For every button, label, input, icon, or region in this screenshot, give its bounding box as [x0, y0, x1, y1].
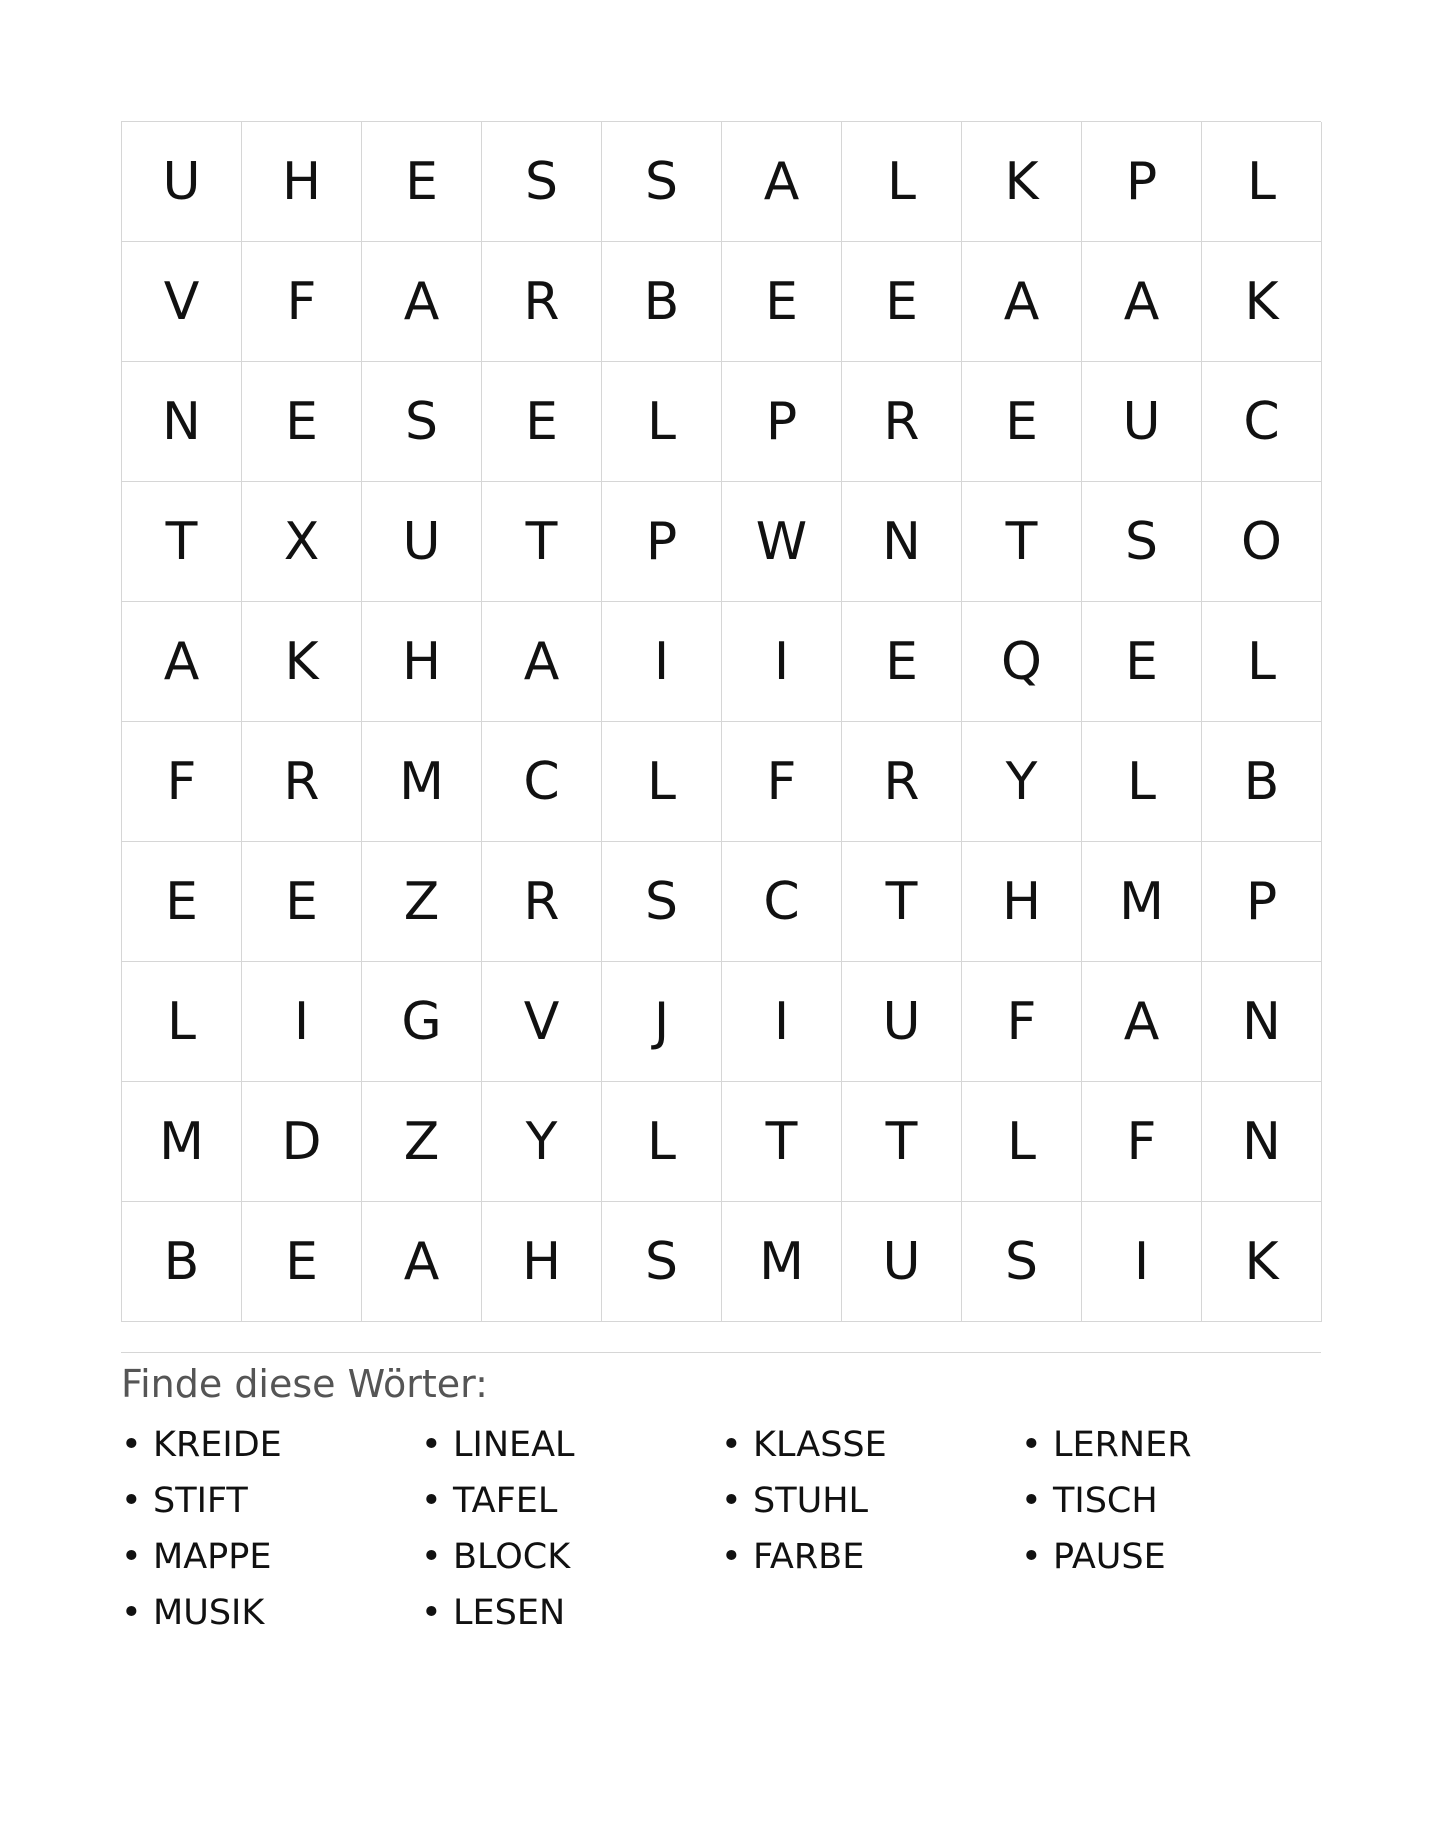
- word-list-item: [1021, 1529, 1321, 1585]
- grid-cell[interactable]: C: [482, 722, 602, 842]
- word-label: KLASSE: [753, 1425, 887, 1465]
- word-list-item: [121, 1473, 421, 1529]
- grid-cell[interactable]: B: [1202, 722, 1322, 842]
- grid-cell[interactable]: B: [602, 242, 722, 362]
- grid-cell[interactable]: T: [842, 842, 962, 962]
- grid-cell[interactable]: F: [722, 722, 842, 842]
- grid-cell[interactable]: F: [242, 242, 362, 362]
- bullet-icon: •: [1021, 1537, 1042, 1577]
- divider: [121, 1352, 1321, 1353]
- grid-cell[interactable]: E: [962, 362, 1082, 482]
- grid-cell[interactable]: L: [1202, 122, 1322, 242]
- grid-cell[interactable]: L: [602, 1082, 722, 1202]
- grid-cell[interactable]: Q: [962, 602, 1082, 722]
- grid-cell[interactable]: E: [242, 842, 362, 962]
- grid-cell[interactable]: L: [122, 962, 242, 1082]
- grid-cell[interactable]: K: [962, 122, 1082, 242]
- grid-cell[interactable]: Z: [362, 842, 482, 962]
- grid-cell[interactable]: F: [962, 962, 1082, 1082]
- grid-cell[interactable]: B: [122, 1202, 242, 1322]
- grid-cell[interactable]: D: [242, 1082, 362, 1202]
- word-list: [121, 1417, 1321, 1641]
- grid-cell[interactable]: F: [122, 722, 242, 842]
- bullet-icon: •: [421, 1425, 442, 1465]
- grid-cell[interactable]: N: [842, 482, 962, 602]
- grid-cell[interactable]: R: [842, 722, 962, 842]
- word-label: BLOCK: [453, 1537, 571, 1577]
- grid-cell[interactable]: U: [842, 1202, 962, 1322]
- grid-cell[interactable]: R: [482, 242, 602, 362]
- grid-cell[interactable]: A: [482, 602, 602, 722]
- grid-cell[interactable]: L: [962, 1082, 1082, 1202]
- grid-cell[interactable]: L: [1202, 602, 1322, 722]
- grid-cell[interactable]: Z: [362, 1082, 482, 1202]
- word-label: LERNER: [1053, 1425, 1192, 1465]
- grid-cell[interactable]: P: [1202, 842, 1322, 962]
- grid-cell[interactable]: T: [722, 1082, 842, 1202]
- word-label: TISCH: [1053, 1481, 1158, 1521]
- grid-cell[interactable]: K: [1202, 1202, 1322, 1322]
- grid-cell[interactable]: S: [482, 122, 602, 242]
- grid-cell[interactable]: S: [602, 1202, 722, 1322]
- grid-cell[interactable]: H: [242, 122, 362, 242]
- bullet-icon: •: [721, 1481, 742, 1521]
- word-label: KREIDE: [153, 1425, 282, 1465]
- grid-cell[interactable]: G: [362, 962, 482, 1082]
- grid-cell[interactable]: N: [122, 362, 242, 482]
- grid-cell[interactable]: X: [242, 482, 362, 602]
- word-list-item: [121, 1417, 421, 1473]
- grid-cell[interactable]: Y: [962, 722, 1082, 842]
- word-list-item: [1021, 1473, 1321, 1529]
- grid-cell[interactable]: I: [722, 602, 842, 722]
- word-label: PAUSE: [1053, 1537, 1166, 1577]
- grid-cell[interactable]: T: [482, 482, 602, 602]
- grid-cell[interactable]: K: [242, 602, 362, 722]
- grid-cell[interactable]: W: [722, 482, 842, 602]
- word-list-item: [121, 1585, 421, 1641]
- grid-cell[interactable]: S: [1082, 482, 1202, 602]
- grid-cell[interactable]: V: [482, 962, 602, 1082]
- grid-cell[interactable]: J: [602, 962, 722, 1082]
- grid-cell[interactable]: E: [242, 1202, 362, 1322]
- grid-cell[interactable]: A: [122, 602, 242, 722]
- grid-cell[interactable]: L: [602, 362, 722, 482]
- grid-cell[interactable]: E: [842, 242, 962, 362]
- grid-cell[interactable]: A: [962, 242, 1082, 362]
- grid-cell[interactable]: C: [722, 842, 842, 962]
- word-label: TAFEL: [453, 1481, 558, 1521]
- grid-cell[interactable]: L: [1082, 722, 1202, 842]
- grid-cell[interactable]: T: [962, 482, 1082, 602]
- grid-cell[interactable]: S: [962, 1202, 1082, 1322]
- grid-cell[interactable]: N: [1202, 962, 1322, 1082]
- grid-cell[interactable]: A: [362, 1202, 482, 1322]
- grid-cell[interactable]: H: [962, 842, 1082, 962]
- grid-cell[interactable]: E: [842, 602, 962, 722]
- word-list-item: [421, 1529, 721, 1585]
- bullet-icon: •: [1021, 1425, 1042, 1465]
- bullet-icon: •: [121, 1481, 142, 1521]
- bullet-icon: •: [121, 1593, 142, 1633]
- grid-cell[interactable]: P: [722, 362, 842, 482]
- word-label: LINEAL: [453, 1425, 575, 1465]
- grid-cell[interactable]: H: [482, 1202, 602, 1322]
- grid-cell[interactable]: U: [362, 482, 482, 602]
- bullet-icon: •: [721, 1537, 742, 1577]
- grid-cell[interactable]: M: [122, 1082, 242, 1202]
- word-list-heading: Finde diese Wörter:: [121, 1362, 488, 1406]
- grid-cell[interactable]: E: [1082, 602, 1202, 722]
- word-list-item: [721, 1417, 1021, 1473]
- grid-cell[interactable]: F: [1082, 1082, 1202, 1202]
- grid-cell[interactable]: U: [122, 122, 242, 242]
- grid-cell[interactable]: P: [1082, 122, 1202, 242]
- grid-cell[interactable]: L: [842, 122, 962, 242]
- grid-cell[interactable]: A: [722, 122, 842, 242]
- grid-cell[interactable]: M: [362, 722, 482, 842]
- grid-cell[interactable]: Y: [482, 1082, 602, 1202]
- word-list-item: [421, 1585, 721, 1641]
- grid-cell[interactable]: E: [122, 842, 242, 962]
- grid-cell[interactable]: E: [482, 362, 602, 482]
- grid-cell[interactable]: S: [602, 122, 722, 242]
- grid-cell[interactable]: C: [1202, 362, 1322, 482]
- word-label: STIFT: [153, 1481, 248, 1521]
- word-list-item: [1021, 1417, 1321, 1473]
- word-search-puzzle: [121, 121, 1321, 1641]
- bullet-icon: •: [121, 1537, 142, 1577]
- grid-cell[interactable]: I: [722, 962, 842, 1082]
- grid-cell[interactable]: R: [842, 362, 962, 482]
- word-label: MAPPE: [153, 1537, 272, 1577]
- grid-cell[interactable]: U: [842, 962, 962, 1082]
- letter-grid: [121, 121, 1321, 1322]
- word-list-item: [721, 1529, 1021, 1585]
- grid-cell[interactable]: E: [722, 242, 842, 362]
- word-label: STUHL: [753, 1481, 869, 1521]
- grid-cell[interactable]: E: [362, 122, 482, 242]
- grid-cell[interactable]: R: [482, 842, 602, 962]
- bullet-icon: •: [1021, 1481, 1042, 1521]
- bullet-icon: •: [721, 1425, 742, 1465]
- grid-cell[interactable]: V: [122, 242, 242, 362]
- grid-cell[interactable]: M: [1082, 842, 1202, 962]
- grid-cell[interactable]: I: [602, 602, 722, 722]
- grid-cell[interactable]: H: [362, 602, 482, 722]
- grid-cell[interactable]: K: [1202, 242, 1322, 362]
- grid-cell[interactable]: I: [1082, 1202, 1202, 1322]
- grid-cell[interactable]: T: [122, 482, 242, 602]
- bullet-icon: •: [421, 1481, 442, 1521]
- grid-cell[interactable]: N: [1202, 1082, 1322, 1202]
- grid-cell[interactable]: L: [602, 722, 722, 842]
- grid-cell[interactable]: E: [242, 362, 362, 482]
- word-list-item: [421, 1473, 721, 1529]
- grid-cell[interactable]: A: [1082, 962, 1202, 1082]
- grid-cell[interactable]: R: [242, 722, 362, 842]
- grid-cell[interactable]: S: [602, 842, 722, 962]
- grid-cell[interactable]: A: [362, 242, 482, 362]
- word-list-item: [121, 1529, 421, 1585]
- word-label: FARBE: [753, 1537, 865, 1577]
- bullet-icon: •: [421, 1537, 442, 1577]
- grid-cell[interactable]: M: [722, 1202, 842, 1322]
- word-list-item: [721, 1473, 1021, 1529]
- grid-cell[interactable]: T: [842, 1082, 962, 1202]
- grid-cell[interactable]: U: [1082, 362, 1202, 482]
- word-label: LESEN: [453, 1593, 566, 1633]
- grid-cell[interactable]: S: [362, 362, 482, 482]
- grid-cell[interactable]: O: [1202, 482, 1322, 602]
- bullet-icon: •: [421, 1593, 442, 1633]
- grid-cell[interactable]: A: [1082, 242, 1202, 362]
- grid-cell[interactable]: I: [242, 962, 362, 1082]
- grid-cell[interactable]: P: [602, 482, 722, 602]
- word-label: MUSIK: [153, 1593, 265, 1633]
- word-list-item: [421, 1417, 721, 1473]
- bullet-icon: •: [121, 1425, 142, 1465]
